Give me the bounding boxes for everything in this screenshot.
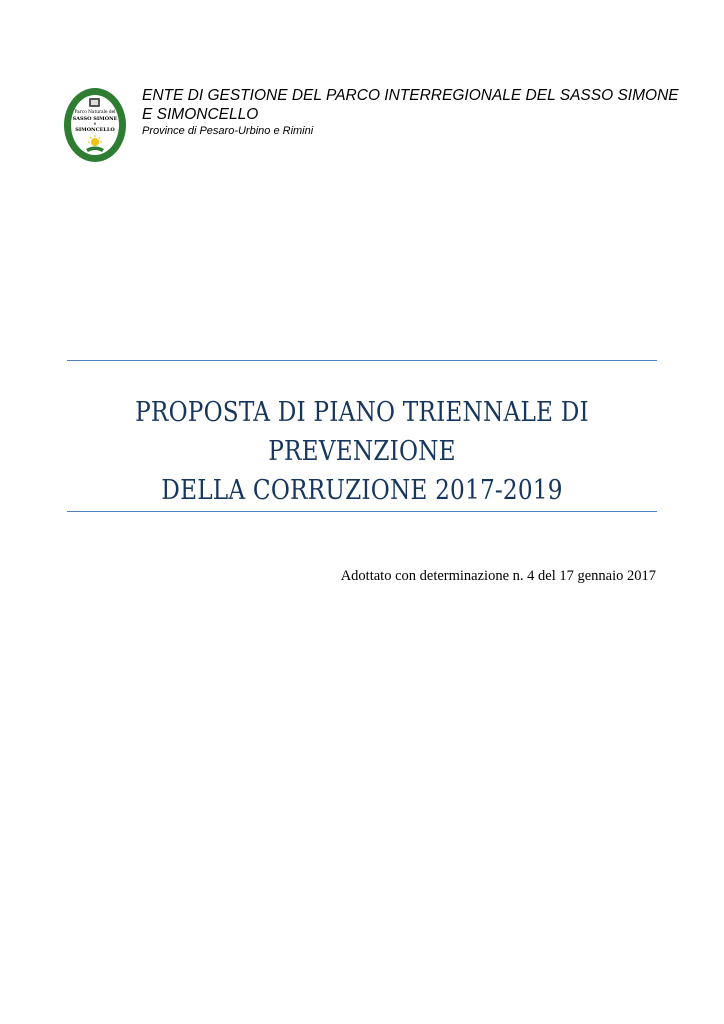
svg-text:e: e bbox=[93, 122, 97, 127]
organization-subtitle: Province di Pesaro-Urbino e Rimini bbox=[142, 125, 314, 137]
document-header bbox=[62, 86, 682, 166]
header-text-block bbox=[142, 86, 682, 138]
svg-text:SIMONCELLO: SIMONCELLO bbox=[75, 127, 115, 133]
organization-name: ENTE DI GESTIONE DEL PARCO INTERREGIONALE DEL SASSO SIMONE E SIMONCELLO bbox=[142, 87, 679, 123]
document-title: PROPOSTA DI PIANO TRIENNALE DI PREVENZIONE DELLA CORRUZIONE 2017-2019 bbox=[135, 397, 589, 506]
svg-text:Parco Naturale del: Parco Naturale del bbox=[74, 110, 116, 115]
svg-text:SASSO SIMONE: SASSO SIMONE bbox=[72, 116, 118, 122]
park-logo-graphic bbox=[62, 86, 128, 164]
adoption-note: Adottato con determinazione n. 4 del 17 gennaio 2017 bbox=[340, 568, 656, 584]
park-logo bbox=[62, 86, 128, 164]
title-bottom-rule bbox=[67, 511, 657, 512]
title-top-rule bbox=[67, 360, 657, 361]
